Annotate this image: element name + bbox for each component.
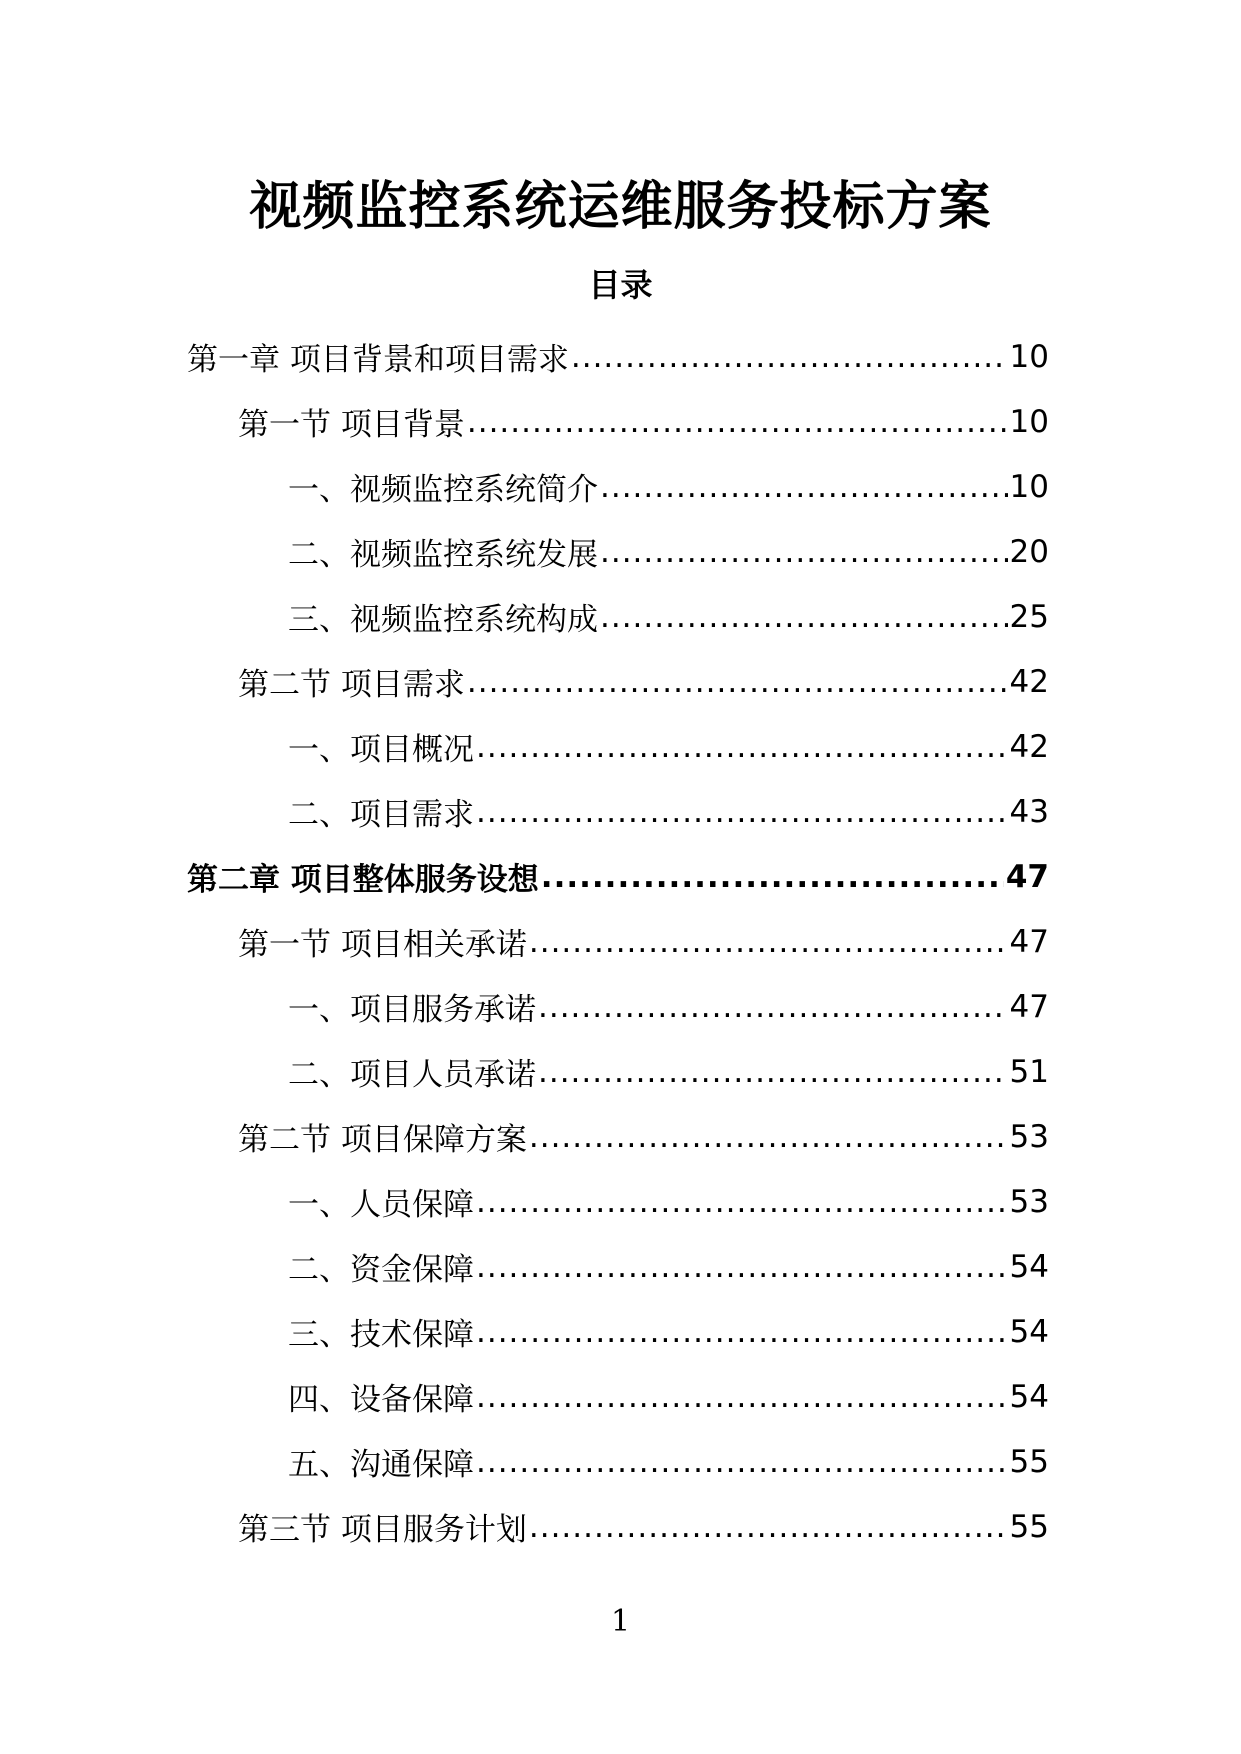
toc-entry-label: 一、项目概况 (288, 732, 474, 768)
toc-entry-page: 53 (1009, 1183, 1049, 1220)
toc-entry-label: 三、技术保障 (288, 1317, 474, 1353)
toc-entry-label: 第二章 项目整体服务设想 (187, 862, 539, 898)
toc-dot-leader (476, 1299, 1008, 1364)
toc-entry-page: 54 (1009, 1378, 1049, 1415)
toc-entry-label: 第二节 项目保障方案 (238, 1122, 527, 1158)
toc-dot-leader (600, 519, 1008, 584)
toc-dot-leader (529, 909, 1008, 974)
toc-entry[interactable] (187, 324, 1049, 389)
toc-entry-page: 10 (1009, 468, 1049, 505)
toc-dot-leader (538, 1039, 1008, 1104)
toc-entry-page: 51 (1009, 1053, 1049, 1090)
toc-entry-label: 二、资金保障 (288, 1252, 474, 1288)
toc-dot-leader (476, 1234, 1008, 1299)
toc-entry-label: 三、视频监控系统构成 (288, 602, 598, 638)
toc-entry[interactable] (187, 584, 1049, 649)
toc-entry-page: 42 (1009, 728, 1049, 765)
toc-entry-page: 54 (1009, 1248, 1049, 1285)
toc-entry[interactable] (187, 909, 1049, 974)
toc-dot-leader (529, 1494, 1008, 1559)
toc-entry[interactable] (187, 1169, 1049, 1234)
toc-entry-page: 43 (1009, 793, 1049, 830)
toc-entry-label: 第一节 项目背景 (238, 407, 465, 443)
toc-entry[interactable] (187, 1104, 1049, 1169)
toc-entry[interactable] (187, 714, 1049, 779)
toc-entry-page: 54 (1009, 1313, 1049, 1350)
toc-entry[interactable] (187, 519, 1049, 584)
toc-entry-label: 一、项目服务承诺 (288, 992, 536, 1028)
toc-dot-leader (467, 389, 1008, 454)
toc-entry[interactable] (187, 1364, 1049, 1429)
toc-entry-page: 42 (1009, 663, 1049, 700)
toc-entry-page: 47 (1009, 988, 1049, 1025)
toc-entry-page: 55 (1009, 1443, 1049, 1480)
toc-dot-leader (600, 454, 1008, 519)
toc-entry[interactable] (187, 1429, 1049, 1494)
toc-entry-label: 二、项目需求 (288, 797, 474, 833)
toc-entry[interactable] (187, 1494, 1049, 1559)
toc-entry[interactable] (187, 844, 1049, 909)
toc-entry-page: 10 (1009, 403, 1049, 440)
toc-entry-label: 第一节 项目相关承诺 (238, 927, 527, 963)
toc-entry[interactable] (187, 454, 1049, 519)
toc-dot-leader (476, 779, 1008, 844)
toc-entry-page: 20 (1009, 533, 1049, 570)
toc-entry[interactable] (187, 779, 1049, 844)
toc-entry[interactable] (187, 649, 1049, 714)
toc-dot-leader (476, 1169, 1008, 1234)
toc-dot-leader (476, 714, 1008, 779)
table-of-contents (187, 324, 1049, 1559)
toc-entry[interactable] (187, 1039, 1049, 1104)
toc-entry[interactable] (187, 389, 1049, 454)
toc-entry-label: 一、人员保障 (288, 1187, 474, 1223)
toc-entry-page: 47 (1009, 923, 1049, 960)
toc-entry-label: 第三节 项目服务计划 (238, 1512, 527, 1548)
toc-dot-leader (467, 649, 1008, 714)
toc-entry-page: 53 (1009, 1118, 1049, 1155)
toc-dot-leader (476, 1429, 1008, 1494)
toc-dot-leader (541, 844, 1004, 909)
toc-entry-label: 第二节 项目需求 (238, 667, 465, 703)
toc-entry-label: 五、沟通保障 (288, 1447, 474, 1483)
toc-entry[interactable] (187, 1299, 1049, 1364)
toc-entry-label: 二、视频监控系统发展 (288, 537, 598, 573)
toc-entry-label: 四、设备保障 (288, 1382, 474, 1418)
toc-dot-leader (600, 584, 1008, 649)
toc-entry-page: 10 (1009, 338, 1049, 375)
toc-entry-label: 一、视频监控系统简介 (288, 472, 598, 508)
toc-dot-leader (476, 1364, 1008, 1429)
toc-dot-leader (538, 974, 1008, 1039)
document-title: 视频监控系统运维服务投标方案 (249, 177, 992, 237)
toc-entry-page: 47 (1005, 858, 1049, 895)
toc-entry-page: 55 (1009, 1508, 1049, 1545)
page-number: 1 (610, 1604, 631, 1639)
toc-dot-leader (529, 1104, 1008, 1169)
toc-dot-leader (571, 324, 1008, 389)
toc-entry-label: 第一章 项目背景和项目需求 (187, 342, 569, 378)
toc-entry[interactable] (187, 1234, 1049, 1299)
toc-entry-page: 25 (1009, 598, 1049, 635)
toc-heading: 目录 (588, 266, 653, 304)
toc-entry[interactable] (187, 974, 1049, 1039)
toc-entry-label: 二、项目人员承诺 (288, 1057, 536, 1093)
